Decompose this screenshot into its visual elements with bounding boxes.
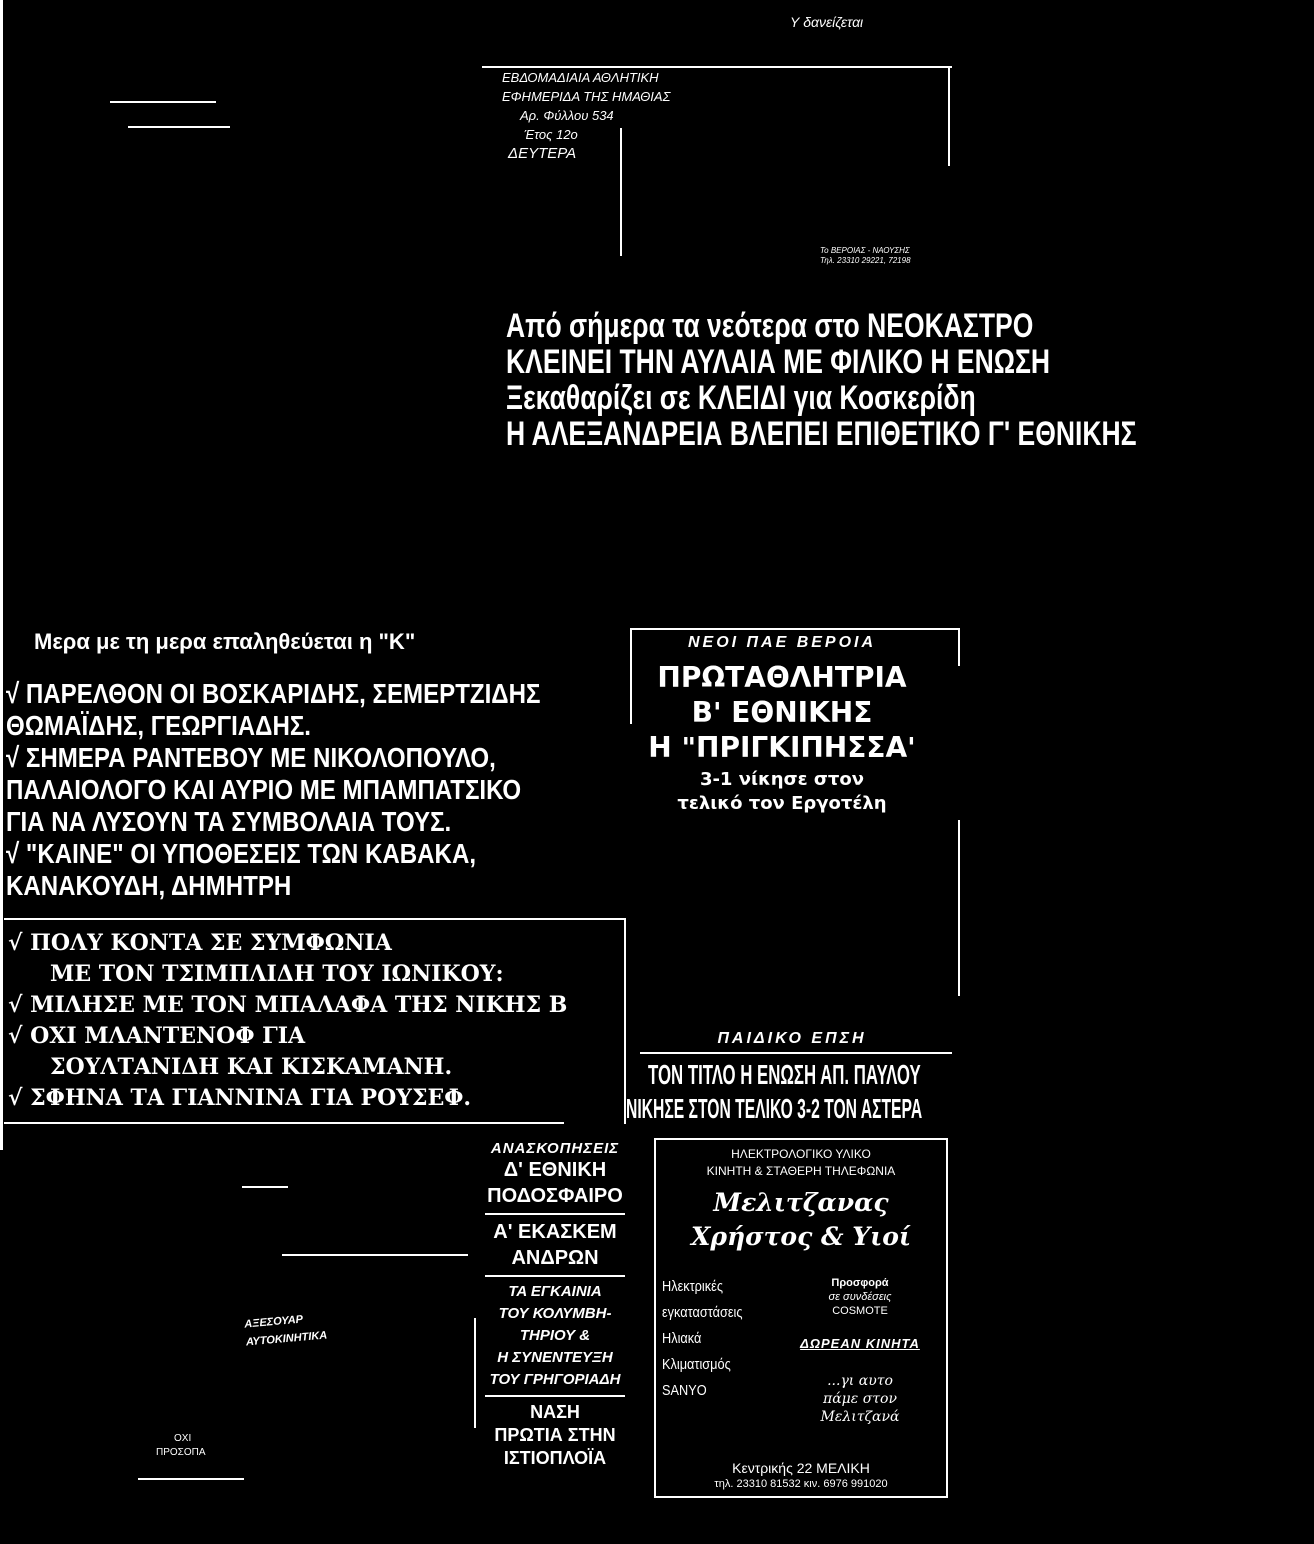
ad-name-line: Μελιτζανας [713,1188,889,1217]
left-rule [242,1186,288,1188]
league-line: Δ' ΕΘΝΙΚΗ [503,1159,607,1181]
address-line: Τηλ. 23310 29221, 72198 [820,256,911,265]
league-line: ΝΑΣΗ [530,1402,580,1422]
youth-kicker: ΝΕΟΙ ΠΑΕ ΒΕΡΟΙΑ [687,634,877,651]
league-rule [485,1213,625,1215]
masthead-rule [110,101,216,103]
league-rule [474,1318,476,1428]
ad-address: Κεντρικής 22 ΜΕΛΙΚΗ [732,1460,870,1476]
ad-service: SANYO [662,1382,707,1399]
transfer-line: √ ΣΗΜΕΡΑ ΡΑΝΤΕΒΟΥ ΜΕ ΝΙΚΟΛΟΠΟΥΛΟ, [6,742,496,773]
league-column [470,1140,640,1470]
league-line: Η ΣΥΝΕΝΤΕΥΞΗ [497,1349,613,1366]
transfer-line: ΓΙΑ ΝΑ ΛΥΣΟΥΝ ΤΑ ΣΥΜΒΟΛΑΙΑ ΤΟΥΣ. [6,806,452,837]
transfers-list [6,678,627,902]
ad-offer-line: Προσφορά [831,1277,889,1289]
ad-name [656,1186,946,1254]
kids-kicker: ΠΑΙΔΙΚΟ ΕΠΣΗ [717,1030,867,1047]
masthead-info [502,68,670,163]
ad-slogan-line: Μελιτζανά [820,1409,900,1425]
masthead-line: ΕΦΗΜΕΡΙΔΑ ΤΗΣ ΗΜΑΘΙΑΣ [502,89,671,104]
kids-lines [626,1058,1155,1126]
league-line: ΤΗΡΙΟΥ & [519,1327,591,1344]
ad-name-line: Χρήστος & Υιοί [690,1222,912,1251]
headline-block [506,308,1314,452]
left-rule [138,1478,244,1480]
league-line: ΑΝΔΡΩΝ [511,1247,599,1269]
ad-service: εγκαταστάσεις [662,1304,743,1321]
youth-line: ΠΡΩΤΑΘΛΗΤΡΙΑ [657,661,907,694]
kids-line: ΤΟΝ ΤΙΤΛΟ Η ΕΝΩΣΗ ΑΠ. ΠΑΥΛΟΥ [648,1059,921,1090]
masthead-rule [948,66,950,166]
league-line: ΙΣΤΙΟΠΛΟΪΑ [503,1448,607,1468]
transfer-line: ΚΑΝΑΚΟΥΔΗ, ΔΗΜΗΤΡΗ [6,870,292,901]
ad-header [656,1146,946,1180]
youth-rule [958,820,960,996]
ad-service: Κλιματισμός [662,1356,731,1373]
ad-slogan-line: ...γι αυτο [827,1373,893,1389]
deal-line: ΜΕ ΤΟΝ ΤΣΙΜΠΛΙΔΗ ΤΟΥ ΙΩΝΙΚΟΥ: [50,961,504,987]
deal-line: ΣΟΥΛΤΑΝΙΔΗ ΚΑΙ ΚΙΣΚΑΜΑΝΗ. [50,1054,453,1080]
ad-offer [770,1276,950,1318]
deal-line: √ ΣΦΗΝΑ ΤΑ ΓΙΑΝΝΙΝΑ ΓΙΑ ΡΟΥΣΕΦ. [8,1085,472,1111]
masthead-line: Αρ. Φύλλου 534 [520,108,614,123]
league-top: ΑΝΑΣΚΟΠΗΣΕΙΣ [490,1140,620,1157]
corner-line: ΟΧΙ [174,1433,192,1444]
league-rule [485,1275,625,1277]
masthead-line: ΕΒΔΟΜΑΔΙΑΙΑ ΑΘΛΗΤΙΚΗ [502,70,659,85]
ad-header-line: ΚΙΝΗΤΗ & ΣΤΑΘΕΡΗ ΤΗΛΕΦΩΝΙΑ [706,1164,896,1178]
youth-sub-line: τελικό τον Εργοτέλη [677,793,887,814]
ad-offer-line: σε συνδέσεις [828,1291,892,1303]
ad-slogan [770,1372,950,1426]
headline: Η ΑΛΕΞΑΝΔΡΕΙΑ ΒΛΕΠΕΙ ΕΠΙΘΕΤΙΚΟ Γ' ΕΘΝΙΚΗΣ [506,415,1137,453]
youth-headline [632,660,932,765]
masthead-line: ΔΕΥΤΕΡΑ [508,145,577,162]
deals-list [8,928,567,1114]
left-edge [0,0,3,1150]
deal-line: √ ΟΧΙ ΜΛΑΝΤΕΝΟΦ ΓΙΑ [8,1023,306,1049]
ad-header-line: ΗΛΕΚΤΡΟΛΟΓΙΚΟ ΥΛΙΚΟ [731,1147,871,1161]
masthead-address [820,246,911,266]
corner-note: Υ δανείζεται [790,14,864,30]
ad-service: Ηλεκτρικές [662,1278,723,1295]
left-rule [282,1254,468,1256]
transfer-line: √ "ΚΑΙΝΕ" ΟΙ ΥΠΟΘΕΣΕΙΣ ΤΩΝ ΚΑΒΑΚΑ, [6,838,477,869]
ad-phones: τηλ. 23310 81532 κιν. 6976 991020 [714,1478,888,1490]
address-line: Το ΒΕΡΟΙΑΣ - ΝΑΟΥΣΗΣ [820,246,910,255]
league-line: ΤΟΥ ΚΟΛΥΜΒΗ- [498,1305,612,1322]
transfer-line: √ ΠΑΡΕΛΘΟΝ ΟΙ ΒΟΣΚΑΡΙΔΗΣ, ΣΕΜΕΡΤΖΙΔΗΣ [6,678,541,709]
logo-line: ΑΞΕΣΟΥΑΡ [243,1313,304,1331]
deals-rule [4,918,626,920]
youth-line: Β' ΕΘΝΙΚΗΣ [691,696,873,729]
league-line: ΤΑ ΕΓΚΑΙΝΙΑ [508,1283,602,1300]
ad-services [662,1274,743,1404]
headline: ΚΛΕΙΝΕΙ ΤΗΝ ΑΥΛΑΙΑ ΜΕ ΦΙΛΙΚΟ Η ΕΝΩΣΗ [506,343,1051,381]
ad-slogan-line: πάμε στον [823,1391,897,1407]
ad-service: Ηλιακά [662,1330,702,1347]
deal-line: √ ΠΟΛΥ ΚΟΝΤΑ ΣΕ ΣΥΜΦΩΝΙΑ [8,930,392,956]
deal-line: √ ΜΙΛΗΣΕ ΜΕ ΤΟΝ ΜΠΑΛΑΦΑ ΤΗΣ ΝΙΚΗΣ Β [8,992,568,1018]
transfers-title: Μερα με τη μερα επαληθεύεται η "Κ" [34,629,416,654]
headline: Ξεκαθαρίζει σε ΚΛΕΙΔΙ για Κοσκερίδη [506,379,976,417]
logo-line: ΑΥΤΟΚΙΝΗΤΙΚΑ [245,1329,328,1349]
masthead-line: Έτος 12ο [524,127,578,142]
headline: Από σήμερα τα νεότερα στο ΝΕΟΚΑΣΤΡΟ [506,307,1034,345]
youth-sub [632,768,932,816]
corner-line: ΠΡΟΣΟΠΑ [156,1447,206,1458]
youth-sub-line: 3-1 νίκησε στον [699,769,865,790]
masthead-rule [128,126,230,128]
accessories-logo [244,1309,328,1352]
transfer-line: ΠΑΛΑΙΟΛΟΓΟ ΚΑΙ ΑΥΡΙΟ ΜΕ ΜΠΑΜΠΑΤΣΙΚΟ [6,774,522,805]
league-line: ΠΡΩΤΙΑ ΣΤΗΝ [494,1425,616,1445]
youth-line: Η "ΠΡΙΓΚΙΠΗΣΣΑ' [648,731,916,764]
league-line: ΤΟΥ ΓΡΗΓΟΡΙΑΔΗ [489,1371,621,1388]
league-line: ΠΟΔΟΣΦΑΙΡΟ [487,1185,623,1207]
ad-offer-line: COSMOTE [832,1305,888,1317]
kids-rule [640,1052,952,1054]
deals-rule [4,1122,564,1124]
transfer-line: ΘΩΜΑΪΔΗΣ, ΓΕΩΡΓΙΑΔΗΣ. [6,710,312,741]
league-line: Α' ΕΚΑΣΚΕΜ [493,1221,617,1243]
kids-line: ΝΙΚΗΣΕ ΣΤΟΝ ΤΕΛΙΚΟ 3-2 ΤΟΝ ΑΣΤΕΡΑ [626,1093,923,1124]
league-rule [485,1395,625,1397]
ad-free-phones: ΔΩΡΕΑΝ ΚΙΝΗΤΑ [800,1336,920,1351]
corner-text [156,1432,206,1460]
